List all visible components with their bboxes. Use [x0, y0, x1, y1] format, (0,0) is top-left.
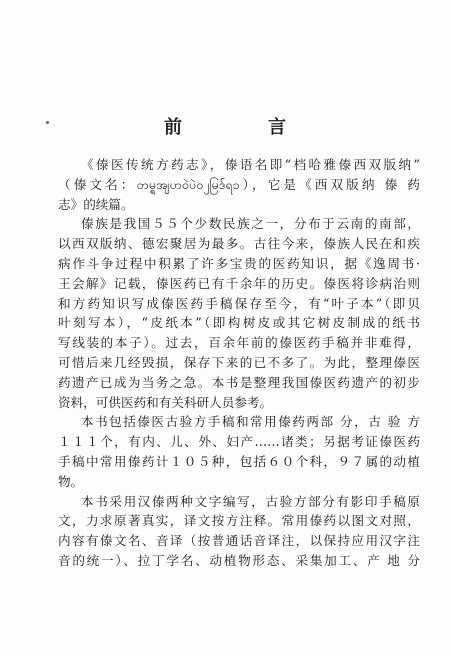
- preface-body: [58, 155, 420, 571]
- text-line: 本书采用汉傣两种文字编写，古验方部分有影印手稿原: [81, 493, 420, 509]
- text-line: 手稿中常用傣药计１０５种，包括６０个科，９７属的动植: [58, 453, 420, 469]
- page-title: 前 言: [164, 117, 320, 138]
- text-line: １１１个，有内、儿、外、妇产……诸类；另据考证傣医药: [58, 434, 420, 450]
- text-line: 病作斗争过程中积累了许多宝贵的医药知识，据《逸周书·: [58, 255, 420, 271]
- text-line: 资料，可供医药和有关科研人员参考。: [58, 394, 273, 410]
- text-line: 志》的续篇。: [58, 196, 134, 212]
- text-line: 本书包括傣医古验方手稿和常用傣药两部 分，古 验 方: [81, 414, 420, 430]
- text-line: 《傣医传统方药志》，傣语名即“档哈雅傣西双版纳”: [81, 157, 420, 172]
- text-line: （傣文名：တမ္ရအျပာဝဲပဲဝ၂မြဒ်ရ၁），它是《西双版纳 傣 药: [58, 176, 420, 192]
- text-line: 以西双版纳、德宏聚居为最多。古往今来，傣族人民在和疾: [58, 236, 420, 252]
- text-line: 内容有傣文名、音译（按普通话音译注，以保持应用汉字注: [58, 533, 420, 549]
- text-line: 叶刻写本），“皮纸本”（即构树皮或其它树皮制成的纸书: [58, 315, 420, 331]
- text-line: 王会解》记载，傣医药已有千余年的历史。傣医将诊病治则: [58, 275, 420, 291]
- text-line: 和方药知识写成傣医药手稿保存至今，有“叶子本”（即贝: [58, 295, 420, 311]
- text-line: 音的统一）、拉丁学名、动植物形态、采集加工、产 地 分: [58, 552, 420, 568]
- text-line: 药遗产已成为当务之急。本书是整理我国傣医药遗产的初步: [58, 374, 420, 390]
- text-line: 傣族是我国５５个少数民族之一，分布于云南的南部，: [81, 216, 420, 232]
- text-line: 可惜后来几经毁损，保存下来的已不多了。为此，整理傣医: [58, 354, 420, 370]
- text-line: 文，力求原著真实，译文按方注释。常用傣药以图文对照，: [58, 513, 420, 529]
- text-line: 写线装的本子）。过去，百余年前的傣医药手稿并非难得，: [58, 335, 420, 351]
- text-line: 物。: [58, 473, 84, 489]
